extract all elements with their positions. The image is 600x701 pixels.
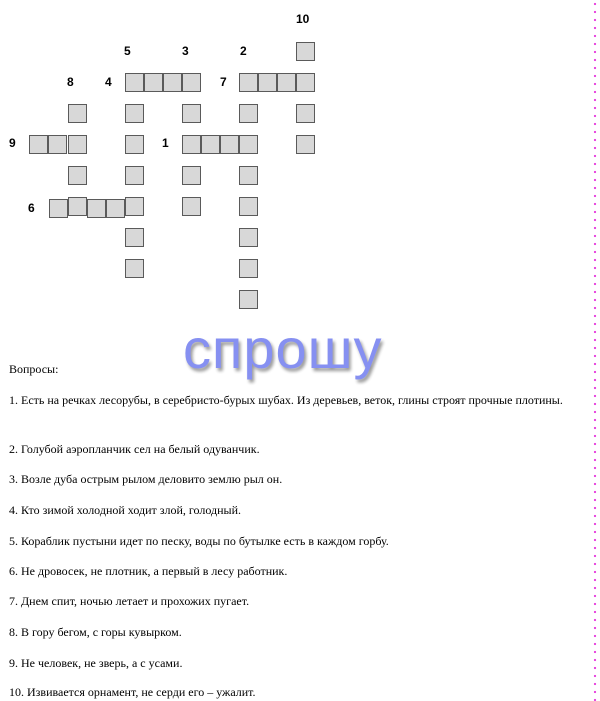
crossword-cell (125, 166, 144, 185)
question-2: 2. Голубой аэропланчик сел на белый одуванчик. (9, 442, 260, 456)
crossword-cell (220, 135, 239, 154)
crossword-cell (49, 199, 68, 218)
crossword-cell (239, 73, 258, 92)
crossword-cell (125, 73, 144, 92)
crossword-cell (125, 135, 144, 154)
crossword-cell (48, 135, 67, 154)
crossword-cell (68, 104, 87, 123)
crossword-cell (29, 135, 48, 154)
crossword-cell (239, 259, 258, 278)
question-1: 1. Есть на речках лесорубы, в серебристо-бурых шубах. Из деревьев, веток, глины строят прочные плотины. (9, 393, 563, 407)
clue-number-10: 10 (296, 12, 310, 26)
crossword-cell (239, 290, 258, 309)
question-3: 3. Возле дуба острым рылом деловито землю рыл он. (9, 472, 283, 486)
crossword-cell (87, 199, 106, 218)
question-6: 6. Не дровосек, не плотник, а первый в лесу работник. (9, 564, 288, 578)
clue-number-8: 8 (67, 75, 74, 89)
question-9: 9. Не человек, не зверь, а с усами. (9, 656, 183, 670)
watermark-logo: спрошу (183, 317, 383, 380)
crossword-cell (296, 135, 315, 154)
crossword-cell (258, 73, 277, 92)
crossword-cell (125, 259, 144, 278)
question-8: 8. В гору бегом, с горы кувырком. (9, 625, 182, 639)
clue-number-1: 1 (162, 136, 169, 150)
crossword-cell (296, 104, 315, 123)
crossword-cell (201, 135, 220, 154)
crossword-cell (182, 73, 201, 92)
crossword-cell (239, 228, 258, 247)
crossword-cell (296, 73, 315, 92)
clue-number-5: 5 (124, 44, 131, 58)
crossword-cell (182, 197, 201, 216)
crossword-cell (125, 228, 144, 247)
crossword-cell (239, 197, 258, 216)
crossword-cell (125, 104, 144, 123)
crossword-cell (239, 135, 258, 154)
clue-number-4: 4 (105, 75, 112, 89)
crossword-cell (106, 199, 125, 218)
crossword-cell (68, 135, 87, 154)
clue-number-7: 7 (220, 75, 227, 89)
clue-number-2: 2 (240, 44, 247, 58)
crossword-cell (239, 104, 258, 123)
question-5: 5. Кораблик пустыни идет по песку, воды по бутылке есть в каждом горбу. (9, 534, 389, 548)
crossword-cell (182, 166, 201, 185)
crossword-cell (182, 104, 201, 123)
question-10: 10. Извивается орнамент, не серди его – ужалит. (9, 685, 256, 699)
question-7: 7. Днем спит, ночью летает и прохожих пугает. (9, 594, 250, 608)
question-4: 4. Кто зимой холодной ходит злой, голодный. (9, 503, 242, 517)
questions-heading: Вопросы: (9, 362, 59, 376)
crossword-cell (163, 73, 182, 92)
crossword-cell (239, 166, 258, 185)
clue-number-3: 3 (182, 44, 189, 58)
crossword-cell (182, 135, 201, 154)
crossword-cell (125, 197, 144, 216)
crossword-cell (68, 197, 87, 216)
crossword-cell (296, 42, 315, 61)
crossword-cell (68, 166, 87, 185)
crossword-cell (277, 73, 296, 92)
clue-number-9: 9 (9, 136, 16, 150)
clue-number-6: 6 (28, 201, 35, 215)
crossword-cell (144, 73, 163, 92)
